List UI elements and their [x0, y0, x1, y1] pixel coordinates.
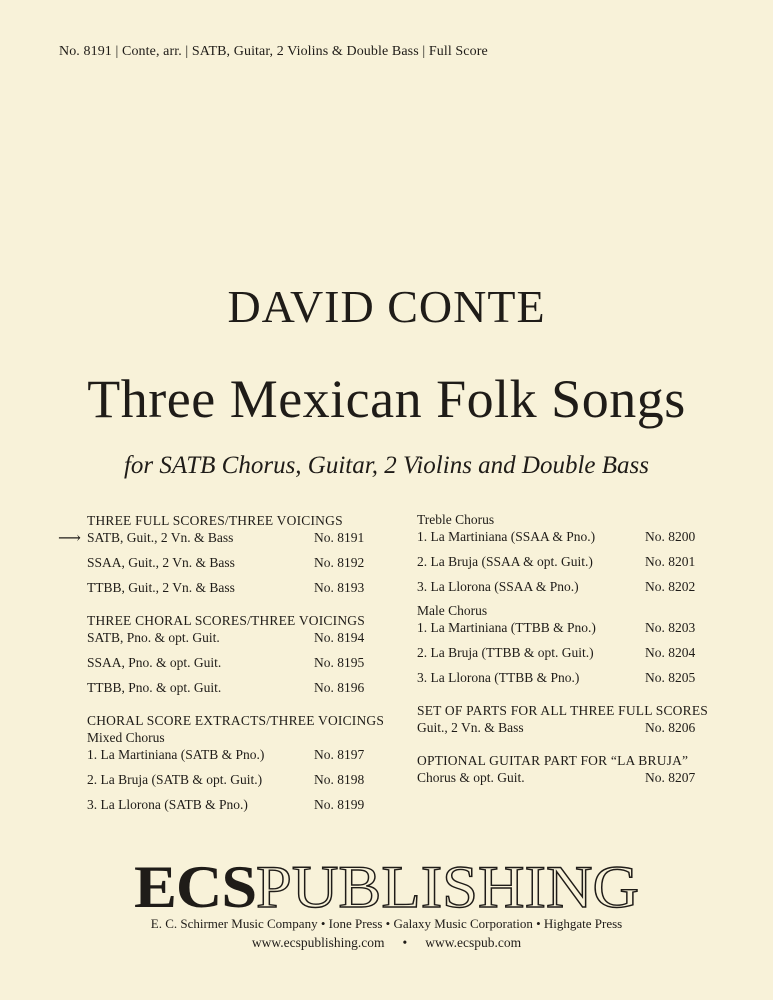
catalog-row-label: 3. La Llorona (SSAA & Pno.)	[417, 579, 579, 594]
catalog-row-label: Chorus & opt. Guit.	[417, 770, 525, 785]
catalog-row-number: No. 8198	[314, 772, 365, 787]
catalog-row-number: No. 8202	[645, 579, 696, 594]
parts-heading: SET OF PARTS FOR ALL THREE FULL SCORES	[417, 703, 708, 718]
catalog-row-label: TTBB, Pno. & opt. Guit.	[87, 680, 222, 695]
guitar-part-heading: OPTIONAL GUITAR PART FOR “LA BRUJA”	[417, 753, 689, 768]
catalog-row-label: 1. La Martiniana (SSAA & Pno.)	[417, 529, 596, 544]
catalog-row-label: SATB, Guit., 2 Vn. & Bass	[87, 530, 234, 545]
catalog-row-number: No. 8205	[645, 670, 696, 685]
composer-name: DAVID CONTE	[227, 281, 546, 332]
publisher-url-link[interactable]: www.ecspublishing.com	[251, 935, 385, 950]
catalog-row-label: 2. La Bruja (SATB & opt. Guit.)	[87, 772, 263, 787]
catalog-row-label: TTBB, Guit., 2 Vn. & Bass	[87, 580, 235, 595]
choral-scores-heading: THREE CHORAL SCORES/THREE VOICINGS	[87, 613, 365, 628]
male-chorus-subheading: Male Chorus	[417, 603, 488, 618]
catalog-row-number: No. 8207	[645, 770, 696, 785]
publisher-urls	[0, 935, 773, 951]
current-edition-arrow-icon: ⟶	[58, 530, 81, 547]
svg-text:ECSPUBLISHING	[134, 855, 639, 917]
catalog-row-label: 3. La Llorona (SATB & Pno.)	[87, 797, 248, 812]
catalog-row-number: No. 8201	[645, 554, 696, 569]
catalog-row-number: No. 8193	[314, 580, 365, 595]
full-scores-heading: THREE FULL SCORES/THREE VOICINGS	[87, 513, 343, 528]
ecs-publishing-logo	[0, 855, 773, 917]
logo-publishing-text: PUBLISHING	[256, 855, 613, 917]
publisher-url-link[interactable]: www.ecspub.com	[425, 935, 522, 950]
work-title: Three Mexican Folk Songs	[87, 369, 686, 429]
catalog-row-number: No. 8191	[314, 530, 365, 545]
url-separator: •	[402, 935, 408, 950]
catalog-row-label: 2. La Bruja (TTBB & opt. Guit.)	[417, 645, 594, 660]
catalog-row-number: No. 8197	[314, 747, 365, 762]
catalog-row-number: No. 8200	[645, 529, 696, 544]
catalog-row-number: No. 8196	[314, 680, 365, 695]
catalog-row-number: No. 8203	[645, 620, 696, 635]
catalog-row-number: No. 8195	[314, 655, 365, 670]
catalog-row-number: No. 8194	[314, 630, 365, 645]
catalog-header: No. 8191 | Conte, arr. | SATB, Guitar, 2 Violins & Double Bass | Full Score	[59, 44, 488, 59]
catalog-row-label: SSAA, Pno. & opt. Guit.	[87, 655, 222, 670]
catalog-row-number: No. 8204	[645, 645, 696, 660]
work-subtitle: for SATB Chorus, Guitar, 2 Violins and Double Bass	[123, 452, 650, 479]
catalog-row-label: 1. La Martiniana (SATB & Pno.)	[87, 747, 265, 762]
catalog-row-number: No. 8199	[314, 797, 365, 812]
catalog-row-label: SATB, Pno. & opt. Guit.	[87, 630, 220, 645]
catalog-row-label: 3. La Llorona (TTBB & Pno.)	[417, 670, 580, 685]
mixed-chorus-subheading: Mixed Chorus	[87, 730, 165, 745]
treble-chorus-subheading: Treble Chorus	[417, 512, 495, 527]
catalog-row-label: SSAA, Guit., 2 Vn. & Bass	[87, 555, 235, 570]
catalog-row-label: 2. La Bruja (SSAA & opt. Guit.)	[417, 554, 593, 569]
catalog-row-label: Guit., 2 Vn. & Bass	[417, 720, 524, 735]
catalog-row-number: No. 8206	[645, 720, 696, 735]
imprint-list: E. C. Schirmer Music Company • Ione Press • Galaxy Music Corporation • Highgate Press	[150, 916, 623, 931]
catalog-row-label: 1. La Martiniana (TTBB & Pno.)	[417, 620, 596, 635]
extracts-heading: CHORAL SCORE EXTRACTS/THREE VOICINGS	[87, 713, 385, 728]
catalog-row-number: No. 8192	[314, 555, 365, 570]
logo-ecs-text: ECS	[134, 855, 248, 917]
